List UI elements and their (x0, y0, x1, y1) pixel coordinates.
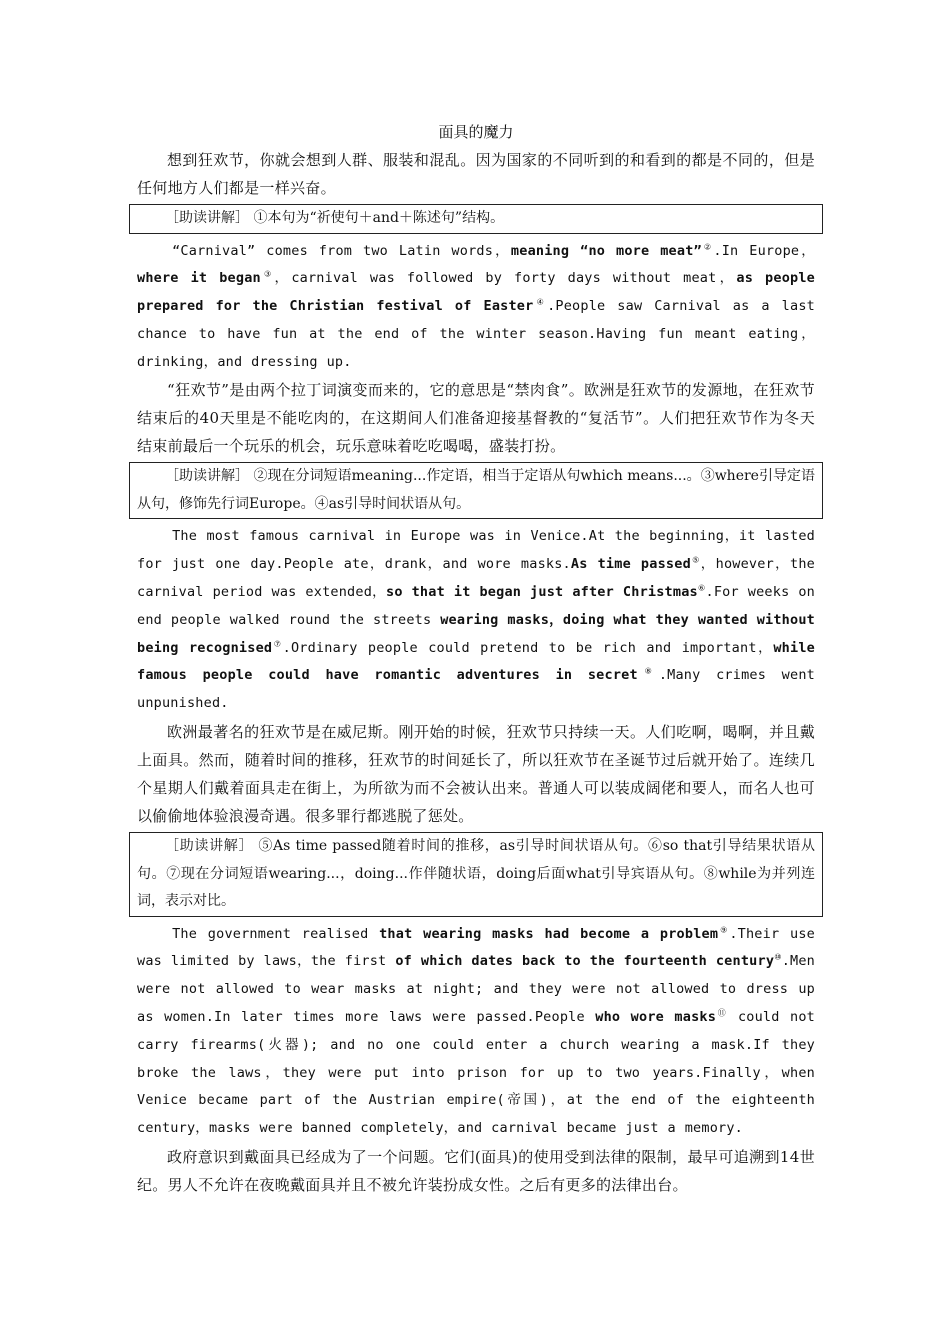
reading-note-box: ［助读讲解］ ⑤As time passed随着时间的推移，as引导时间状语从句。⑥so that引导结果状语从句。⑦现在分词短语wearing...，doing...作伴随状语，doing后面what引导宾语从句。⑧while为并列连词，表示对比。 (129, 832, 823, 917)
highlighted-phrase: of which dates back to the fourteenth century (395, 953, 775, 970)
text-segment: .Their use was limited by laws，the first (137, 925, 815, 970)
highlighted-phrase: who wore masks (595, 1008, 717, 1025)
footnote-marker: ⑥ (697, 583, 706, 593)
highlighted-phrase: where it began (137, 270, 261, 287)
english-paragraph (137, 921, 815, 1143)
text-segment: .Men were not allowed to wear masks at night; and they were not allowed to dress up as women.In later times more laws were passed.People (137, 953, 816, 1025)
reading-note-box: ［助读讲解］ ①本句为“祈使句＋and＋陈述句”结构。 (129, 204, 823, 234)
text-segment: .People saw Carnival as a last chance to have fun at the end of the winter season.Having fun meant eating，drinking，and dressing up. (137, 298, 815, 370)
text-segment: The government realised (172, 925, 380, 942)
chinese-translation-paragraph: “狂欢节”是由两个拉丁词演变而来的，它的意思是“禁肉食”。欧洲是狂欢节的发源地，在狂欢节结束后的40天里是不能吃肉的，在这期间人们准备迎接基督教的“复活节”。人们把狂欢节作为冬天结束前最后一个玩乐的机会，玩乐意味着吃吃喝喝，盛装打扮。 (137, 381, 815, 456)
highlighted-phrase: so that it began just after Christmas (386, 584, 698, 601)
footnote-marker: ⑧ (637, 666, 659, 676)
document-body (137, 146, 815, 1199)
footnote-marker: ③ (260, 269, 275, 279)
footnote-marker: ④ (533, 297, 548, 307)
text-segment: could not carry firearms(火器); and no one could enter a church wearing a mask.If they broke the laws，they were put into prison for up to two years.Finally，when Venice became part of the Austrian empire(帝国)，at the end of the eighteenth century，masks were banned completely，and carnival became just a memory. (137, 1008, 815, 1137)
footnote-marker: ⑤ (690, 555, 701, 565)
reading-note-box: ［助读讲解］ ②现在分词短语meaning...作定语，相当于定语从句which means...。③where引导定语从句，修饰先行词Europe。④as引导时间状语从句。 (129, 462, 823, 519)
text-segment: ，carnival was followed by forty days without meat， (274, 270, 737, 287)
chinese-translation-paragraph: 想到狂欢节，你就会想到人群、服装和混乱。因为国家的不同听到的和看到的都是不同的，但是任何地方人们都是一样兴奋。 (137, 151, 815, 197)
chinese-translation-paragraph: 政府意识到戴面具已经成为了一个问题。它们(面具)的使用受到法律的限制，最早可追溯到14世纪。男人不允许在夜晚戴面具并且不被允许装扮成女性。之后有更多的法律出台。 (137, 1147, 815, 1194)
document-page (137, 118, 815, 1199)
text-segment: .In Europe， (713, 242, 815, 259)
highlighted-phrase: As time passed (570, 556, 691, 573)
highlighted-phrase: as people prepared for the Christian festival of Easter (137, 270, 816, 315)
footnote-marker: ⑦ (272, 639, 283, 649)
english-paragraph (137, 238, 815, 377)
highlighted-phrase: that wearing masks had become a problem (379, 925, 719, 942)
highlighted-phrase: meaning “no more meat” (510, 242, 702, 259)
footnote-marker: ⑩ (774, 952, 782, 962)
highlighted-phrase: wearing masks，doing what they wanted without being recognised (137, 611, 815, 656)
footnote-marker: ⑨ (718, 925, 730, 935)
footnote-marker: ② (701, 242, 714, 251)
highlighted-phrase: while famous people could have romantic adventures in secret (137, 639, 815, 684)
text-segment: .Ordinary people could pretend to be rich and important， (282, 639, 774, 656)
text-segment: .Many crimes went unpunished. (137, 667, 815, 712)
document-title: 面具的魔力 (438, 123, 514, 141)
text-segment: “Carnival” comes from two Latin words， (172, 242, 511, 259)
text-segment: The most famous carnival in Europe was in Venice.At the beginning，it lasted for just one day.People ate，drank，and wore masks. (137, 528, 815, 573)
footnote-marker: ⑪ (716, 1008, 728, 1018)
english-paragraph (137, 523, 815, 718)
text-segment: ，however，the carnival period was extended， (137, 556, 816, 601)
text-segment: .For weeks on end people walked round the streets (137, 584, 816, 628)
chinese-translation-paragraph: 欧洲最著名的狂欢节是在威尼斯。刚开始的时候，狂欢节只持续一天。人们吃啊，喝啊，并且戴上面具。然而，随着时间的推移，狂欢节的时间延长了，所以狂欢节在圣诞节过后就开始了。连续几个星期人们戴着面具走在街上，为所欲为而不会被认出来。普通人可以装成阔佬和要人，而名人也可以偷偷地体验浪漫奇遇。很多罪行都逃脱了惩处。 (137, 723, 815, 826)
